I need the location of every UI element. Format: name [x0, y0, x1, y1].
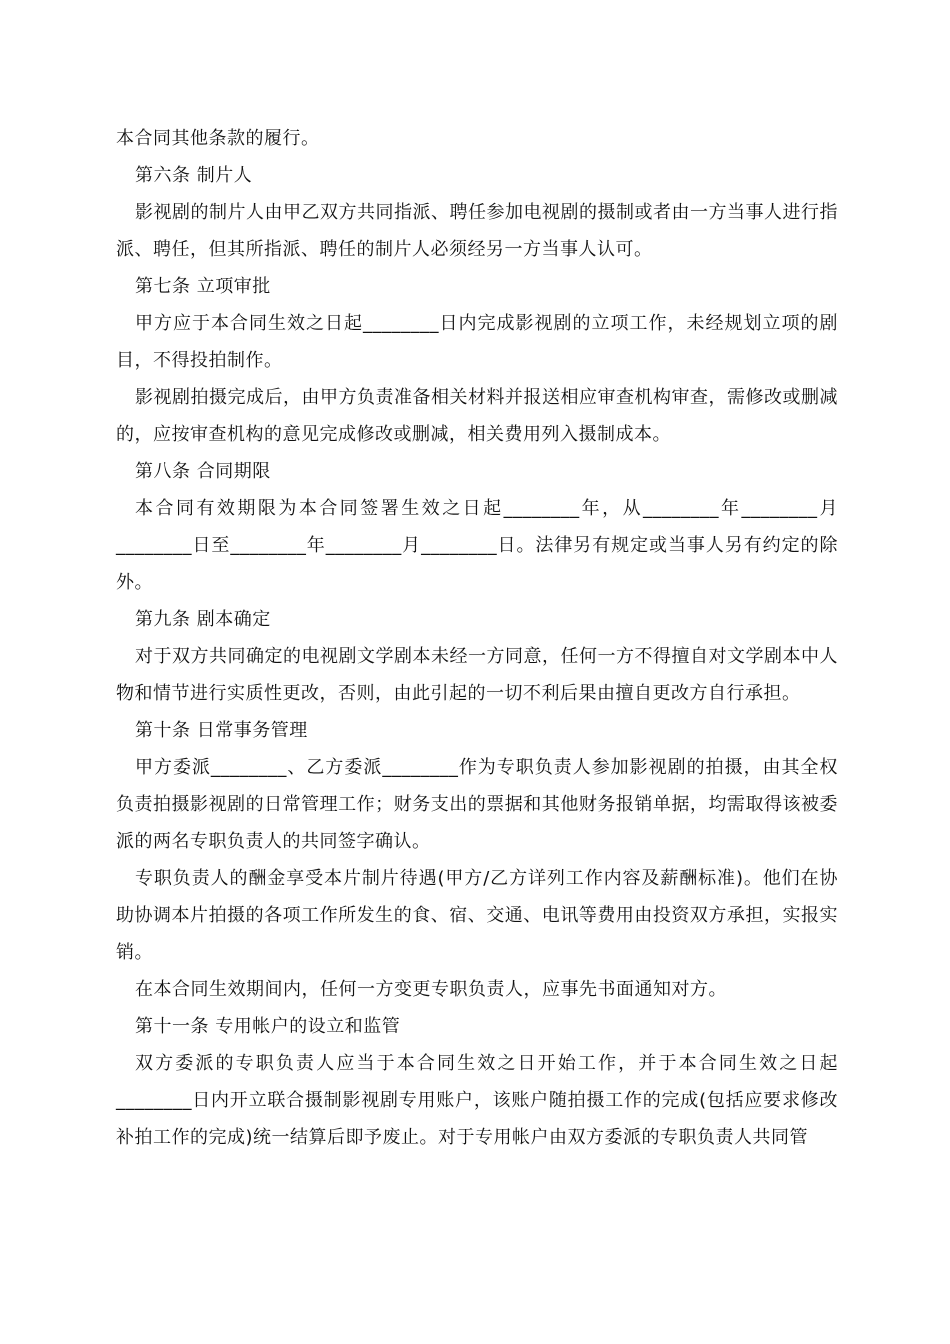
article-10-paragraph-2: 专职负责人的酬金享受本片制片待遇(甲方/乙方详列工作内容及薪酬标准)。他们在协助协调本片拍摄的各项工作所发生的食、宿、交通、电讯等费用由投资双方承担，实报实销。 — [116, 868, 838, 963]
article-6-paragraph: 影视剧的制片人由甲乙双方共同指派、聘任参加电视剧的摄制或者由一方当事人进行指派、聘任，但其所指派、聘任的制片人必须经另一方当事人认可。 — [116, 202, 838, 260]
article-9-paragraph: 对于双方共同确定的电视剧文学剧本未经一方同意，任何一方不得擅自对文学剧本中人物和情节进行实质性更改，否则，由此引起的一切不利后果由擅自更改方自行承担。 — [116, 646, 838, 704]
article-6-heading: 第六条 制片人 — [135, 165, 253, 186]
article-7-paragraph-1: 甲方应于本合同生效之日起________日内完成影视剧的立项工作，未经规划立项的剧目，不得投拍制作。 — [116, 313, 838, 371]
article-7-paragraph-2: 影视剧拍摄完成后，由甲方负责准备相关材料并报送相应审查机构审查，需修改或删减的，应按审查机构的意见完成修改或删减，相关费用列入摄制成本。 — [116, 387, 838, 445]
article-11-heading: 第十一条 专用帐户的设立和监管 — [135, 1016, 401, 1037]
article-8-heading: 第八条 合同期限 — [135, 461, 271, 482]
document-body — [116, 120, 838, 1156]
paragraph-continuation: 本合同其他条款的履行。 — [116, 128, 320, 149]
article-9-heading: 第九条 剧本确定 — [135, 609, 271, 630]
article-10-paragraph-3: 在本合同生效期间内，任何一方变更专职负责人，应事先书面通知对方。 — [135, 979, 727, 1000]
article-11-paragraph: 双方委派的专职负责人应当于本合同生效之日开始工作，并于本合同生效之日起________日内开立联合摄制影视剧专用账户，该账户随拍摄工作的完成(包括应要求修改补拍工作的完成)统一结算后即予废止。对于专用帐户由双方委派的专职负责人共同管 — [116, 1053, 838, 1148]
article-7-heading: 第七条 立项审批 — [135, 276, 271, 297]
article-10-heading: 第十条 日常事务管理 — [135, 720, 308, 741]
article-10-paragraph-1: 甲方委派________、乙方委派________作为专职负责人参加影视剧的拍摄，由其全权负责拍摄影视剧的日常管理工作；财务支出的票据和其他财务报销单据，均需取得该被委派的两名专职负责人的共同签字确认。 — [116, 757, 838, 852]
article-8-paragraph: 本合同有效期限为本合同签署生效之日起________年，从________年________月________日至________年________月________日。法律另有规定或当事人另有约定的除外。 — [116, 498, 838, 593]
